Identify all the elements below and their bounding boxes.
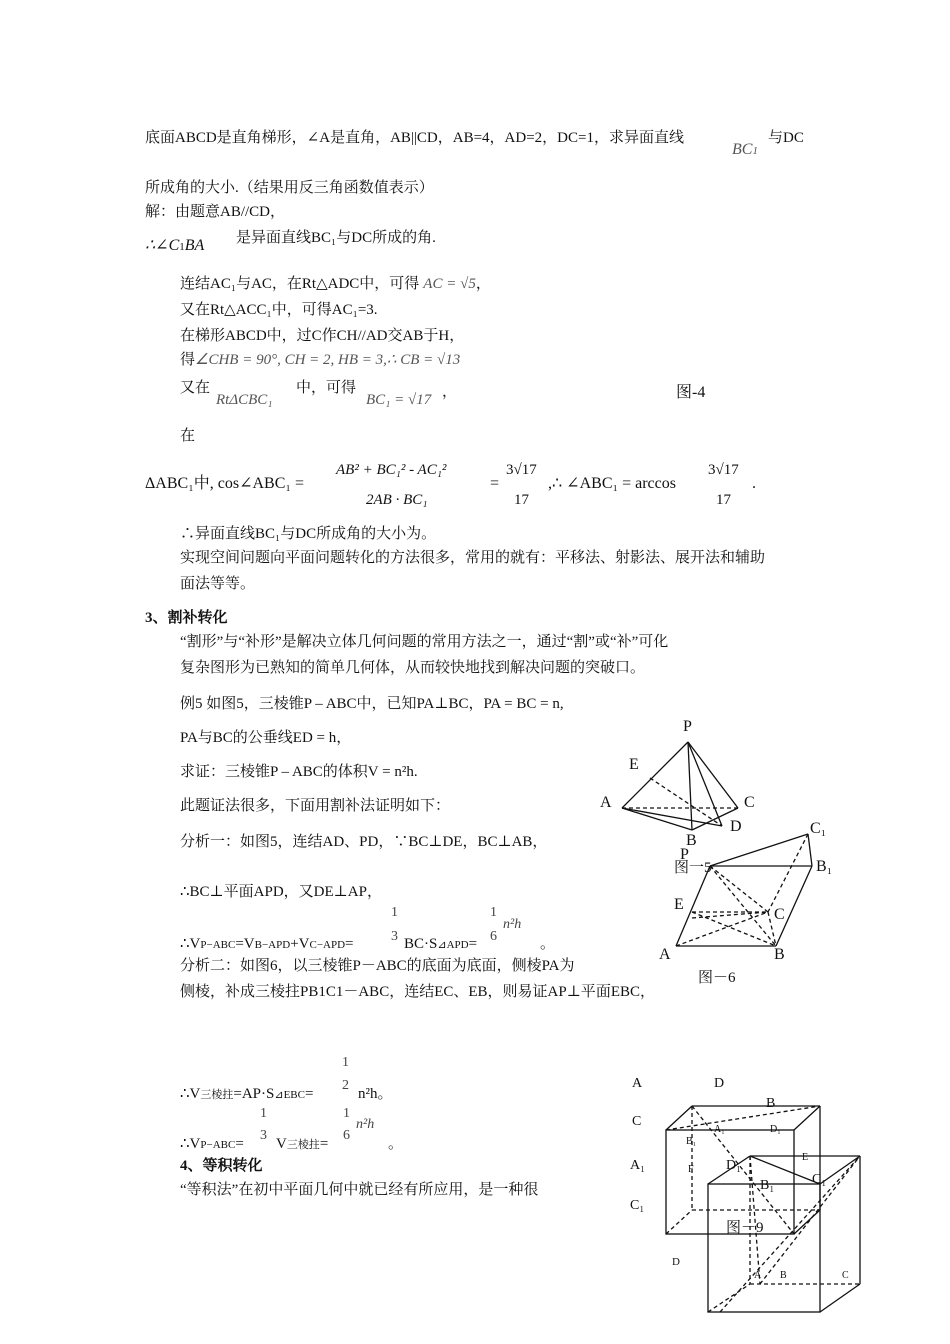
line-13: 面法等等。 (180, 576, 256, 592)
comma: ， (442, 384, 458, 400)
analysis-2b: 侧棱，补成三棱拄PB1C1－ABC，连结EC、EB，则易证AP⊥平面EBC， (180, 984, 655, 1000)
line-9: 又在 (180, 380, 211, 396)
heading-3: 3、割补转化 (145, 610, 228, 626)
formula-denominator: 2AB · BC₁ (366, 492, 428, 508)
fig9-label-d1: D₁ (726, 1158, 741, 1173)
line-10: 在 (180, 428, 196, 444)
fig5-caption: 图一5 (674, 860, 712, 876)
frac-5-expr: n²h (356, 1117, 375, 1132)
frac-2-num: 1 (490, 905, 497, 920)
figure-5 (622, 742, 738, 830)
frac-4-den: 3 (260, 1128, 267, 1143)
analysis-2: 分析二：如图6，以三棱锥P－ABC的底面为底面，侧棱PA为 (180, 958, 575, 974)
fig9-label-d: D (714, 1076, 725, 1091)
line-6: 又在Rt△ACC₁中，可得AC₁=3. (180, 302, 378, 318)
line-9-mid: 中，可得 (296, 380, 357, 396)
fig4-caption: 图-4 (676, 384, 706, 401)
example-5: 分析一：如图5，连结AD、PD，∵BC⊥DE，BC⊥AB， (180, 834, 548, 850)
fig9-label-d1-small: D₁ (770, 1124, 781, 1135)
line-11: ∴异面直线BC₁与DC所成角的大小为。 (180, 526, 437, 542)
fig9-label-b-small: B (780, 1270, 787, 1281)
figure-6 (676, 834, 812, 946)
fig5-label-a: A (600, 794, 612, 811)
fig5-label-d: D (730, 818, 742, 835)
frac-2-expr: n²h (503, 917, 522, 932)
frac-1-den: 3 (391, 929, 398, 944)
formula-den2: 17 (514, 492, 529, 508)
formula-end: . (752, 475, 756, 492)
fig9-label-a-small: A (754, 1270, 762, 1281)
volume-eq-1: ∴VP−ABC=VB−APD+VC−APD= (180, 936, 354, 952)
line-1-end: 与DC (768, 130, 804, 146)
frac-2-den: 6 (490, 929, 497, 944)
fig9-label-b: B (766, 1096, 776, 1111)
line-8: 得∠CHB = 90°, CH = 2, HB = 3,∴ CB = √13 (180, 352, 461, 368)
line-12: 实现空间问题向平面问题转化的方法很多，常用的就有：平移法、射影法、展开法和辅助 (180, 550, 766, 566)
rt-triangle: RtΔCBC₁ (216, 392, 273, 408)
heading-4: 4、等积转化 (180, 1158, 263, 1174)
fig6-label-b1: B₁ (816, 858, 833, 875)
formula-den3: 17 (716, 492, 731, 508)
line-4: 是异面直线BC₁与DC所成的角. (236, 230, 436, 246)
volume-eq-3: ∴VP−ABC= (180, 1136, 244, 1152)
example-3: 求证：三棱锥P – ABC的体积V = n²h. (180, 764, 418, 780)
fig5-label-c: C (744, 794, 755, 811)
bc1-symbol: BC1 (732, 141, 758, 158)
fig9-label-b1c: B₁ (760, 1178, 775, 1193)
example-2: PA与BC的公垂线ED = h， (180, 730, 352, 746)
frac-1-num: 1 (391, 905, 398, 920)
fig9-label-a: A (632, 1076, 643, 1091)
fig9-caption: 图－9 (726, 1220, 764, 1236)
fig9-label-e: E (802, 1152, 809, 1163)
fig6-caption: 图－6 (698, 970, 736, 986)
formula-num2: 3√17 (506, 462, 537, 478)
fig6-label-a: A (659, 946, 671, 963)
frac-5-den: 6 (343, 1128, 350, 1143)
line-2: 所成角的大小.（结果用反三角函数值表示） (145, 180, 434, 196)
fig9-label-c-small: C (842, 1270, 849, 1281)
fig5-label-p: P (683, 718, 692, 735)
fig5-label-b: B (686, 832, 697, 849)
example-6: ∴BC⊥平面APD，又DE⊥AP， (180, 884, 382, 900)
fig9-label-c1: C₁ (630, 1198, 645, 1213)
formula-right: ,∴ ∠ABC₁ = arccos (548, 475, 676, 492)
volume-eq-1b: BC·S⊿APD= (404, 936, 478, 952)
problem-text: 底面ABCD是直角梯形，∠A是直角，AB||CD，AB=4，AD=2，DC=1，求异面直线 (145, 130, 684, 146)
formula-num3: 3√17 (708, 462, 739, 478)
period: 。 (540, 936, 556, 952)
formula-numerator: AB² + BC₁² - AC₁² (336, 462, 447, 478)
frac-4-num: 1 (260, 1106, 267, 1121)
fig6-label-c1: C₁ (810, 820, 827, 837)
fig6-label-c: C (774, 906, 785, 923)
fig9-label-f: F (688, 1164, 694, 1175)
fig9-label-a1-small: A₁ (714, 1124, 725, 1135)
fig5-label-e: E (629, 756, 639, 773)
example-1: 例5 如图5，三棱锥P – ABC中，已知PA⊥BC，PA = BC = n, (180, 696, 564, 712)
line-5: 连结AC₁与AC，在Rt△ADC中，可得 AC = √5， (180, 276, 491, 292)
fig9-label-d-low: D (672, 1256, 680, 1268)
para-1: “割形”与“补形”是解决立体几何问题的常用方法之一，通过“割”或“补”可化 (180, 634, 669, 650)
volume-eq-3b: V三棱拄= (276, 1136, 329, 1152)
volume-eq-2b: n²h。 (358, 1086, 393, 1102)
formula-left: ΔABC₁中, cos∠ABC₁ = (145, 475, 305, 492)
fig6-label-e: E (674, 896, 684, 913)
fig6-label-b: B (774, 946, 785, 963)
line-7: 在梯形ABCD中，过C作CH//AD交AB于H， (180, 328, 465, 344)
volume-eq-2: ∴V三棱拄=AP·S⊿EBC= (180, 1086, 314, 1102)
para-3: “等积法”在初中平面几何中就已经有所应用，是一种很 (180, 1182, 539, 1198)
fig9-label-c: C (632, 1114, 642, 1129)
frac-5-num: 1 (343, 1106, 350, 1121)
frac-3-num: 1 (342, 1055, 349, 1070)
line-3: 解：由题意AB//CD， (145, 204, 286, 220)
fig6-label-p: P (680, 846, 689, 863)
fig9-label-b1-small: B₁ (686, 1136, 697, 1147)
fig9-label-a1: A₁ (630, 1158, 645, 1173)
bc1-value: BC₁ = √17 (366, 392, 432, 408)
fig9-label-c1r: C₁ (812, 1172, 827, 1187)
para-2: 复杂图形为已熟知的简单几何体，从而较快地找到解决问题的突破口。 (180, 660, 646, 676)
angle-c1ba: ∴∠C1BA (145, 237, 205, 254)
period-2: 。 (388, 1136, 404, 1152)
formula-eq: = (490, 475, 500, 492)
example-4: 此题证法很多，下面用割补法证明如下： (180, 798, 451, 814)
frac-3-den: 2 (342, 1078, 349, 1093)
